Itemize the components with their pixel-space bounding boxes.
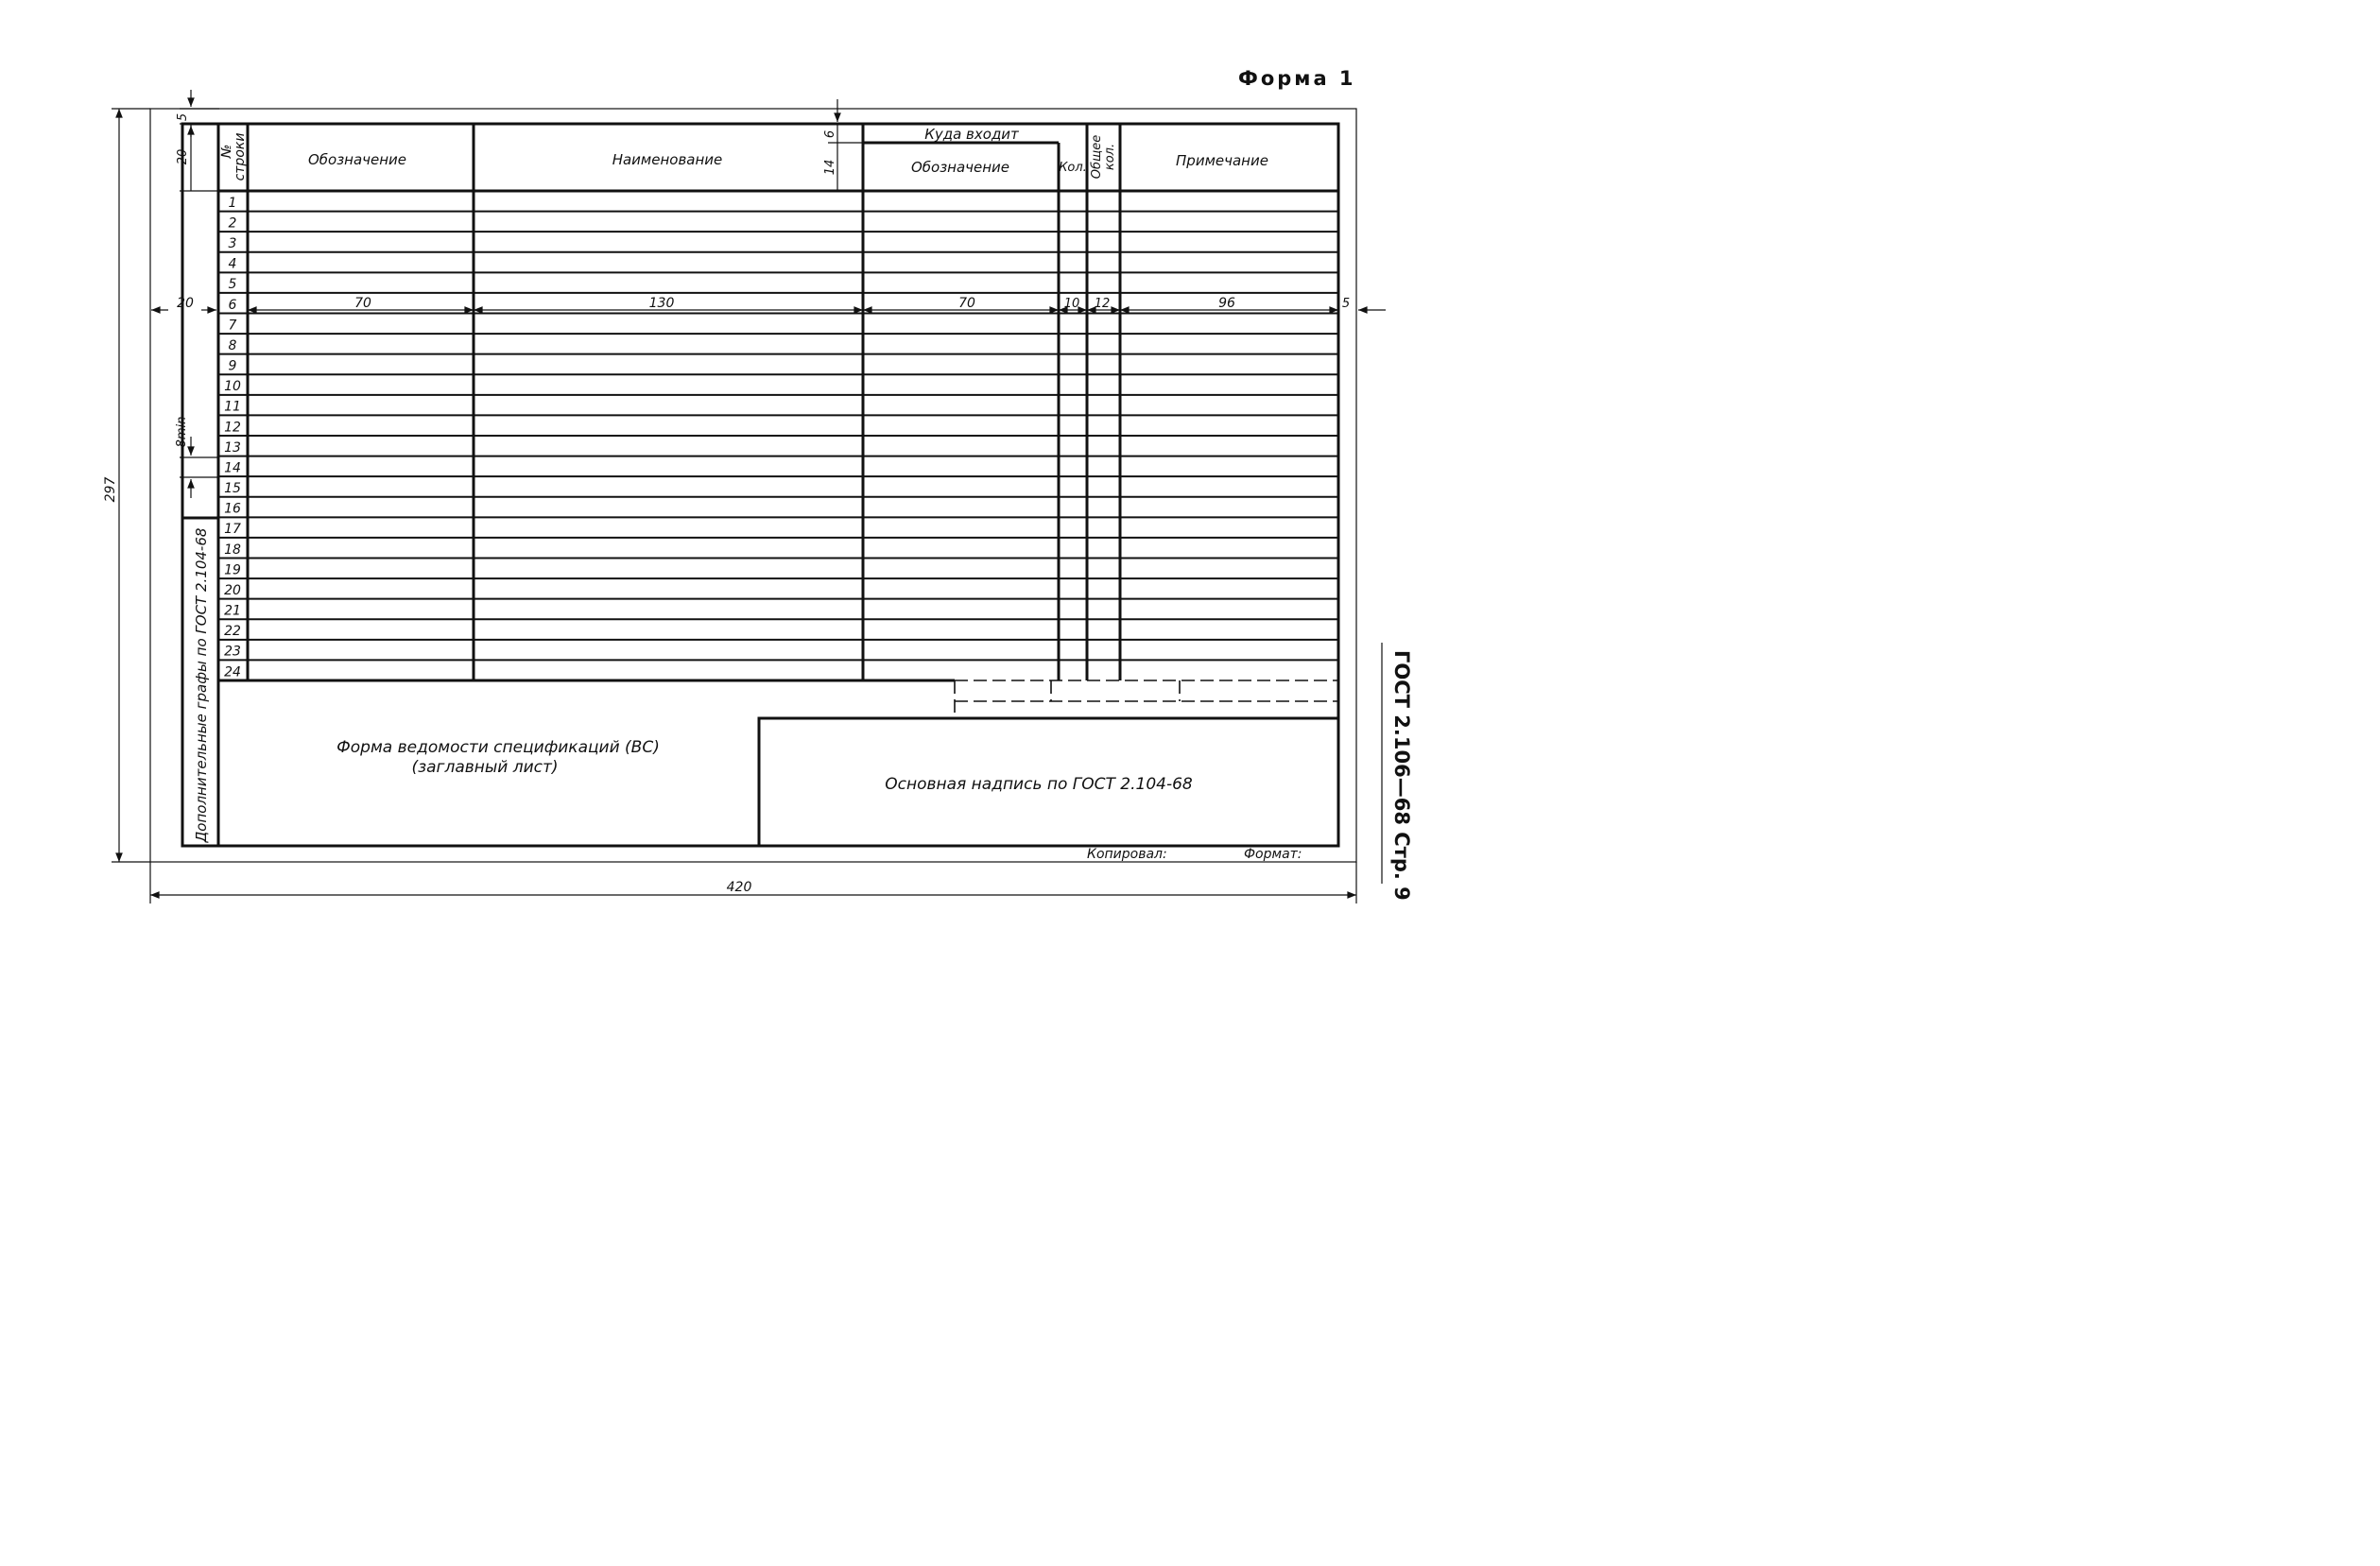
row-number: 23 <box>224 644 241 660</box>
row-number: 9 <box>228 358 237 374</box>
row-number: 12 <box>224 420 241 436</box>
dim-top-left <box>180 90 219 191</box>
dim-sheet-height-label: 297 <box>103 476 118 503</box>
row-number: 18 <box>224 542 241 558</box>
header-designation: Обозначение <box>307 151 407 168</box>
dim-sheet-width <box>150 862 1356 903</box>
form-drawing <box>0 0 1482 974</box>
row-number: 1 <box>228 195 237 211</box>
row-number: 16 <box>224 501 241 517</box>
dim-col-designation: 70 <box>354 296 371 311</box>
sheet-border <box>150 109 1356 862</box>
dim-col-where-qty: 10 <box>1063 297 1080 311</box>
dim-left-margin: 20 <box>177 296 194 311</box>
dim-where-used-height: 6 <box>823 129 837 139</box>
row-number: 17 <box>224 522 241 538</box>
left-strip-label: Дополнительные графы по ГОСТ 2.104-68 <box>193 527 210 843</box>
dim-row-min-label: 8min <box>175 416 189 448</box>
title-block-label: Основная надпись по ГОСТ 2.104-68 <box>885 775 1193 794</box>
row-lines <box>218 212 1338 661</box>
dim-col-name: 130 <box>648 296 675 311</box>
row-number: 19 <box>224 562 241 578</box>
dashed-lines <box>955 680 1338 718</box>
row-number: 20 <box>224 582 241 598</box>
row-number: 4 <box>228 256 237 272</box>
header-where-used-qty: Кол. <box>1059 161 1087 175</box>
row-number: 7 <box>228 318 237 334</box>
row-number: 22 <box>224 624 241 640</box>
row-number: 3 <box>228 236 237 252</box>
header-note: Примечание <box>1176 152 1268 169</box>
header-total-qty-2: кол. <box>1103 143 1117 171</box>
row-number: 11 <box>224 399 241 415</box>
row-numbers <box>224 196 241 680</box>
footer-format: Формат: <box>1244 847 1302 862</box>
form-caption-line2: (заглавный лист) <box>411 758 559 777</box>
row-number: 24 <box>224 664 241 680</box>
row-number: 8 <box>228 337 237 353</box>
form-caption-line1: Форма ведомости спецификаций (ВС) <box>336 738 660 757</box>
header-total-qty-1: Общее <box>1090 134 1104 180</box>
column-lines <box>248 124 1120 680</box>
side-title: ГОСТ 2.106—68 Стр. 9 <box>1390 650 1413 901</box>
header-row-number-2: строки <box>233 132 248 181</box>
row-number: 6 <box>228 297 237 313</box>
header-row-number-1: № <box>219 144 234 159</box>
row-number: 21 <box>224 603 241 619</box>
dim-top-offset: 5 <box>176 112 190 122</box>
dim-sheet-width-label: 420 <box>726 880 752 895</box>
row-number: 13 <box>224 439 241 456</box>
header-where-used: Куда входит <box>924 126 1019 143</box>
dim-col-note: 96 <box>1218 296 1235 311</box>
footer-copied: Копировал: <box>1087 847 1167 862</box>
header-where-used-designation: Обозначение <box>910 159 1010 176</box>
dim-where-used-sub-height: 14 <box>823 159 837 176</box>
form-label: Форма 1 <box>1238 67 1356 90</box>
row-number: 14 <box>224 460 241 476</box>
dim-header-height: 20 <box>176 148 190 165</box>
header-name: Наименование <box>612 151 723 168</box>
dim-where-used <box>828 99 863 191</box>
dim-col-total-qty: 12 <box>1094 297 1111 311</box>
row-number: 10 <box>224 379 241 395</box>
row-number: 2 <box>228 215 237 232</box>
dim-col-where-designation: 70 <box>958 296 975 311</box>
row-number: 5 <box>228 277 237 293</box>
row-number: 15 <box>224 481 241 497</box>
dim-right-margin: 5 <box>1341 297 1351 311</box>
